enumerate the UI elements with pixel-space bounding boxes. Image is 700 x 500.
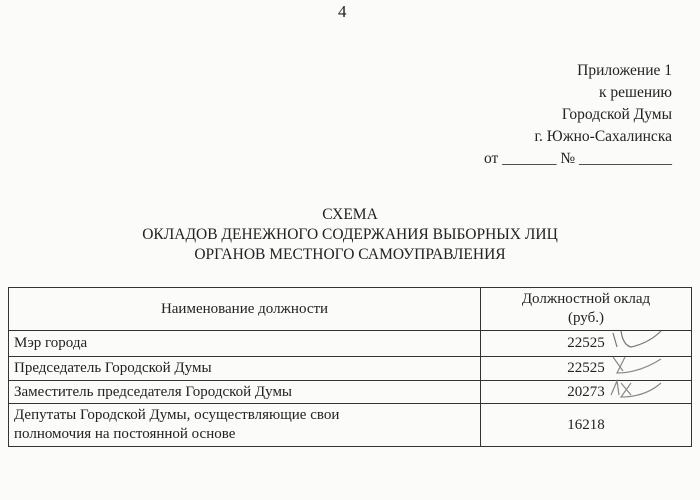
table-row — [9, 331, 692, 357]
appendix-header — [484, 60, 672, 170]
appendix-line: к решению — [598, 84, 672, 101]
position-cell: Председатель Городской Думы — [9, 357, 481, 381]
appendix-line: Городской Думы — [561, 106, 672, 123]
table-row — [9, 357, 692, 381]
position-cell: Депутаты Городской Думы, осуществляющие свои полномочия на постоянной основе — [9, 404, 481, 447]
position-cell: Мэр города — [9, 331, 481, 357]
table-row — [9, 404, 692, 447]
handwritten-mark-icon — [609, 353, 669, 379]
document-title — [0, 205, 700, 265]
salary-value: 20273 — [567, 383, 605, 400]
title-line: ОКЛАДОВ ДЕНЕЖНОГО СОДЕРЖАНИЯ ВЫБОРНЫХ ЛИЦ — [142, 226, 558, 243]
table-header — [9, 288, 692, 331]
page-number: 4 — [338, 2, 347, 21]
appendix-line: от _______ № ____________ — [484, 150, 672, 167]
position-cell: Заместитель председателя Городской Думы — [9, 381, 481, 404]
salary-value: 22525 — [567, 360, 605, 376]
appendix-line: г. Южно-Сахалинска — [534, 128, 672, 145]
table-row — [9, 381, 692, 404]
handwritten-mark-icon — [609, 327, 669, 353]
appendix-line: Приложение 1 — [577, 62, 672, 79]
salary-cell: 16218 — [481, 404, 692, 447]
salary-value: 22525 — [567, 335, 605, 351]
header-salary — [481, 288, 692, 331]
salary-table — [8, 287, 692, 447]
salary-cell — [481, 381, 692, 404]
header-position: Наименование должности — [9, 288, 481, 331]
header-salary-label: Должностной оклад — [521, 291, 651, 307]
handwritten-mark-icon — [609, 377, 669, 403]
header-salary-unit: (руб.) — [568, 310, 604, 326]
title-line: СХЕМА — [322, 206, 378, 223]
title-line: ОРГАНОВ МЕСТНОГО САМОУПРАВЛЕНИЯ — [194, 246, 506, 263]
